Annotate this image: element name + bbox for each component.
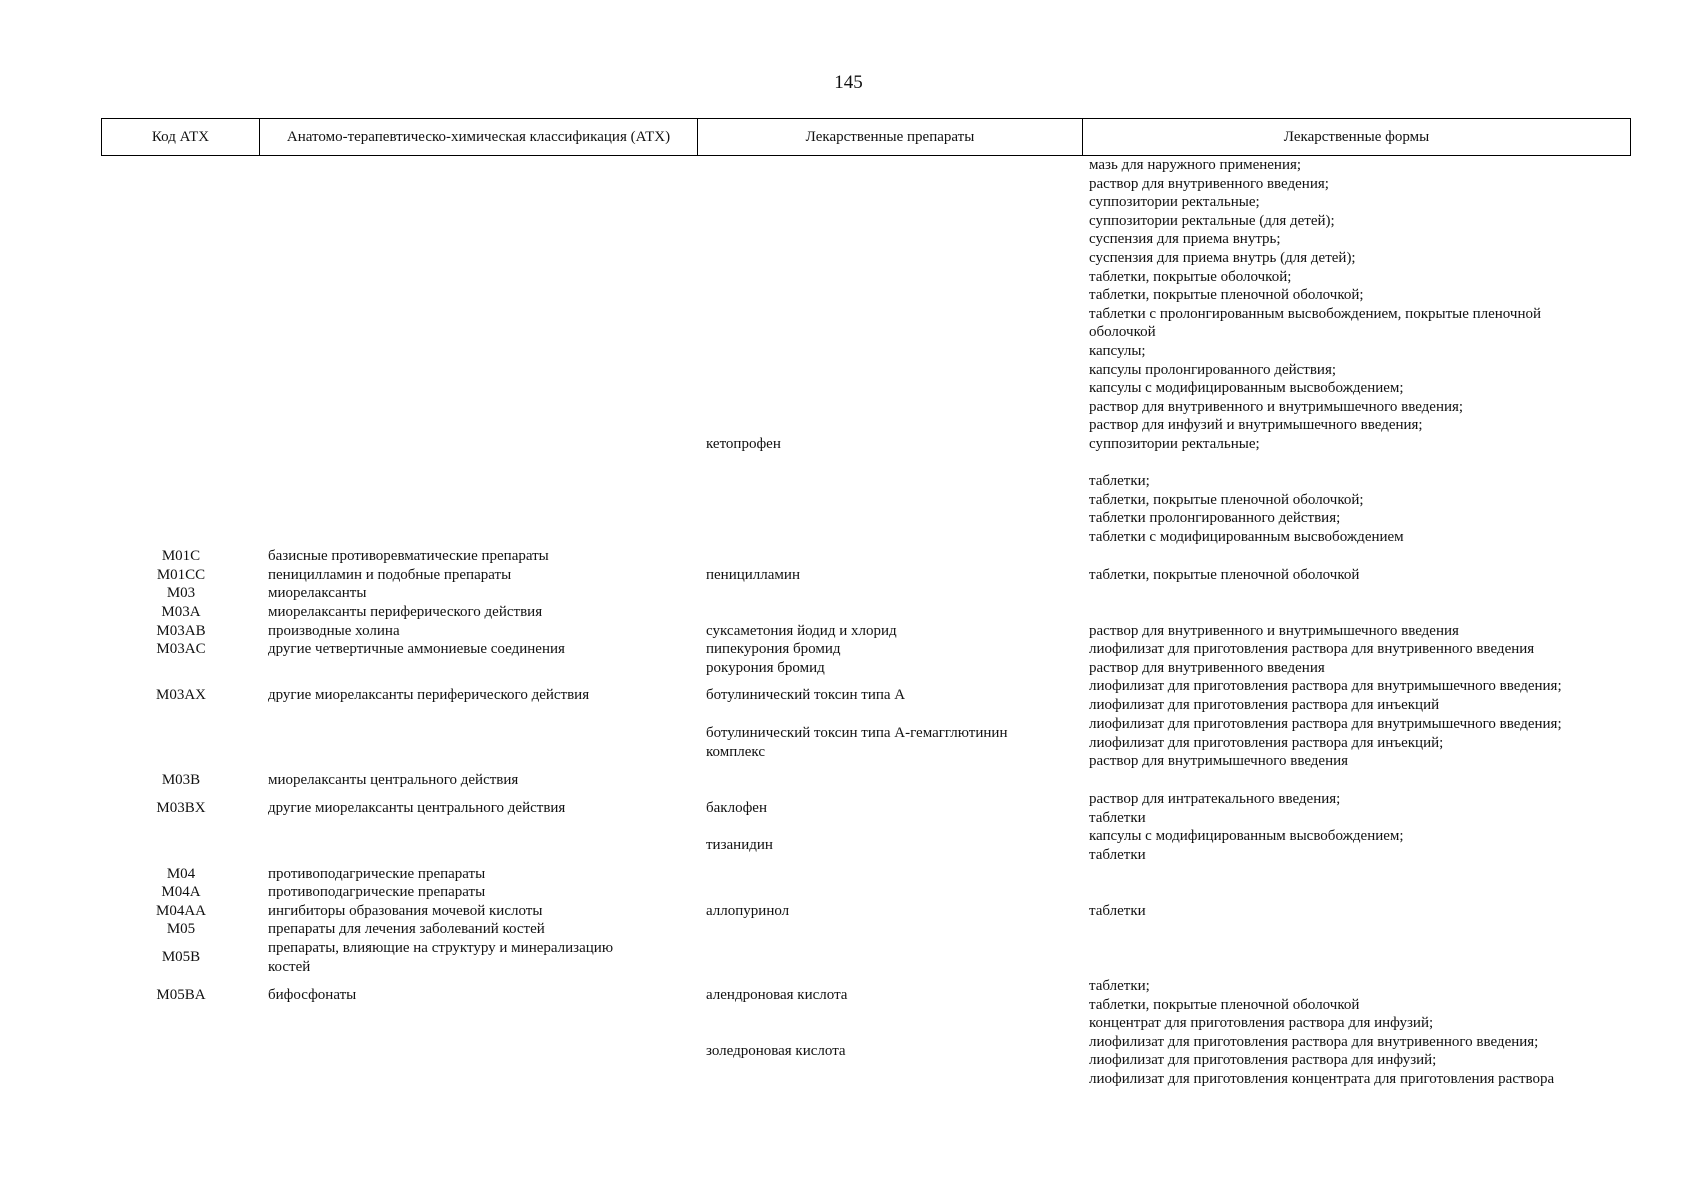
drug-cell: алендроновая кислота — [706, 987, 848, 1003]
drug-cell: кетопрофен — [706, 436, 781, 452]
form-cell: таблетки; таблетки, покрытые пленочной оболочкой — [1089, 978, 1360, 1013]
form-cell: лиофилизат для приготовления раствора для внутримышечного введения; лиофилизат для приготовления раствора для инъекций — [1089, 678, 1562, 713]
form-cell: раствор для внутривенного введения — [1089, 660, 1325, 676]
atc-cell: препараты для лечения заболеваний костей — [268, 921, 545, 937]
drug-cell: суксаметония йодид и хлорид — [706, 623, 897, 639]
drug-cell: баклофен — [706, 800, 767, 816]
code-cell: M05 — [166, 921, 196, 937]
code-cell: M05B — [161, 949, 201, 965]
code-cell: M04 — [166, 866, 196, 882]
code-cell: M03 — [166, 585, 196, 601]
form-cell: лиофилизат для приготовления раствора для внутримышечного введения; лиофилизат для приготовления раствора для инъекций; раствор для внутримышечного введения — [1089, 716, 1562, 770]
atc-cell: производные холина — [268, 623, 400, 639]
drug-cell: золедроновая кислота — [706, 1043, 846, 1059]
code-cell: M04AA — [155, 903, 206, 919]
header-drugs: Лекарственные препараты — [697, 119, 1082, 155]
code-cell: M03AB — [156, 623, 206, 639]
form-cell: раствор для интратекального введения; таблетки — [1089, 791, 1341, 826]
atc-cell: противоподагрические препараты — [268, 884, 486, 900]
atc-cell: препараты, влияющие на структуру и минерализацию костей — [268, 940, 614, 975]
atc-cell: миорелаксанты центрального действия — [268, 772, 519, 788]
atc-cell: противоподагрические препараты — [268, 866, 486, 882]
drug-cell: рокурония бромид — [706, 660, 825, 676]
code-cell: M03AX — [155, 687, 206, 703]
code-cell: M03BX — [156, 800, 206, 816]
code-cell: M01C — [161, 548, 201, 564]
drug-cell: пипекурония бромид — [706, 641, 841, 657]
drug-cell: ботулинический токсин типа A-гемагглютинин комплекс — [706, 725, 1008, 760]
atc-cell: другие миорелаксанты центрального действия — [268, 800, 566, 816]
form-cell: раствор для внутривенного и внутримышечного введения — [1089, 623, 1459, 639]
atc-cell: ингибиторы образования мочевой кислоты — [268, 903, 543, 919]
atc-cell: миорелаксанты периферического действия — [268, 604, 543, 620]
code-cell: M03A — [161, 604, 201, 620]
code-cell: M04A — [161, 884, 201, 900]
drug-cell: тизанидин — [706, 837, 773, 853]
form-cell: мазь для наружного применения; раствор для внутривенного введения; суппозитории ректальные; суппозитории ректальные (для детей); суспензия для приема внутрь; суспензия для приема внутрь (для детей); таблетки, покрытые оболочкой; таблетки, покрытые пленочной оболочкой; таблетки с пролонгированным высвобождением, покрытые пленочной оболочкой — [1089, 157, 1542, 341]
atc-cell: другие миорелаксанты периферического действия — [268, 687, 590, 703]
drug-cell: ботулинический токсин типа A — [706, 687, 906, 703]
atc-cell: миорелаксанты — [268, 585, 367, 601]
code-cell: M05BA — [156, 987, 206, 1003]
form-cell: капсулы с модифицированным высвобождением; таблетки — [1089, 828, 1404, 863]
header-forms: Лекарственные формы — [1082, 119, 1630, 155]
atc-cell: другие четвертичные аммониевые соединения — [268, 641, 565, 657]
header-atc: Анатомо-терапевтическо-химическая классификация (АТХ) — [259, 119, 697, 155]
form-cell: таблетки — [1089, 903, 1146, 919]
code-cell: M03AC — [156, 641, 206, 657]
atc-cell: бифосфонаты — [268, 987, 357, 1003]
atc-cell: базисные противоревматические препараты — [268, 548, 549, 564]
form-cell: таблетки, покрытые пленочной оболочкой — [1089, 567, 1360, 583]
code-cell: M03B — [161, 772, 201, 788]
atc-cell: пеницилламин и подобные препараты — [268, 567, 512, 583]
form-cell: концентрат для приготовления раствора для инфузий; лиофилизат для приготовления раствора для внутривенного введения; лиофилизат для приготовления раствора для инфузий; лиофилизат для приготовления концентрата для приготовления раствора — [1089, 1015, 1555, 1087]
form-cell: капсулы; капсулы пролонгированного действия; капсулы с модифицированным высвобождением; раствор для внутривенного и внутримышечного введения; раствор для инфузий и внутримышечного введения; суппозитории ректальные; таблетки; таблетки, покрытые пленочной оболочкой; таблетки пролонгированного действия; таблетки с модифицированным высвобождением — [1089, 343, 1464, 545]
drug-cell: пеницилламин — [706, 567, 800, 583]
page-number: 145 — [834, 72, 863, 93]
drug-cell: аллопуринол — [706, 903, 790, 919]
form-cell: лиофилизат для приготовления раствора для внутривенного введения — [1089, 641, 1535, 657]
header-code: Код АТХ — [151, 128, 210, 145]
code-cell: M01CC — [156, 567, 206, 583]
